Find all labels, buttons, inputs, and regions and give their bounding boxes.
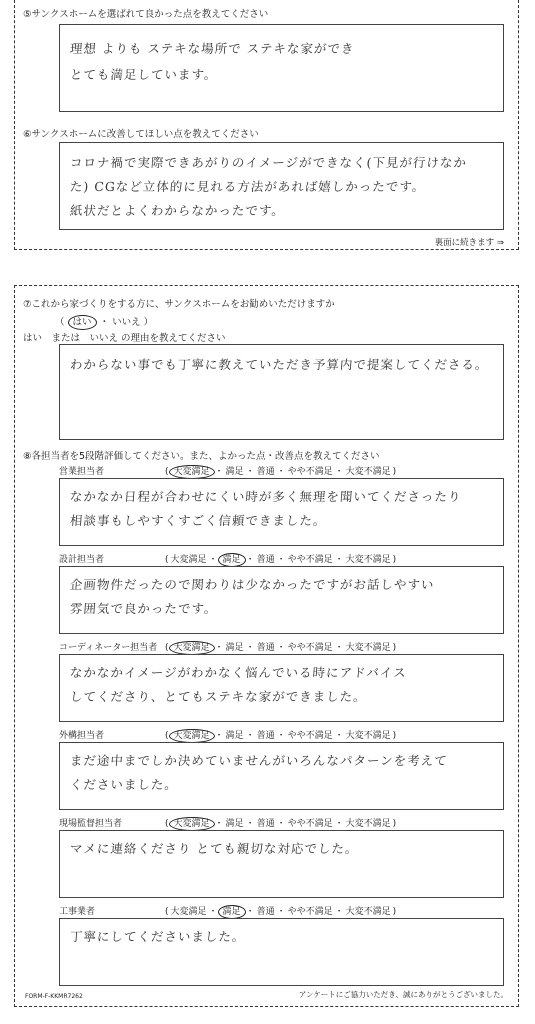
q7-label: ⑦これから家づくりをする方に、サンクスホームをお勧めいただけますか [23, 299, 335, 310]
role-name: 営業担当者 [59, 467, 105, 477]
rating-option[interactable]: やや不満足 [287, 643, 333, 653]
rating-option[interactable]: 大変不満足 [345, 819, 391, 829]
role-name: 設計担当者 [59, 555, 105, 565]
rating-option[interactable]: 大変不満足 [345, 555, 391, 565]
rating-option[interactable]: 大変不満足 [345, 467, 391, 477]
rating-scale: ( 大変満足 ・ 満足 ・ 普通 ・ やや不満足 ・ 大変不満足 ) [165, 467, 397, 477]
role-name: コーディネーター担当者 [59, 643, 158, 653]
rating-scale: ( 大変満足 ・ 満足 ・ 普通 ・ やや不満足 ・ 大変不満足 ) [165, 643, 397, 653]
footer-thanks: アンケートにご協力いただき、誠にありがとうございました。 [298, 990, 508, 999]
role-name: 現場監督担当者 [59, 819, 123, 829]
role-answer-box [59, 654, 504, 722]
rating-option[interactable]: 普通 [256, 731, 275, 741]
rating-option[interactable]: 大変不満足 [345, 643, 391, 653]
q6-label: ⑥サンクスホームに改善してほしい点を教えてください [23, 129, 259, 140]
rating-scale: ( 大変満足 ・ 満足 ・ 普通 ・ やや不満足 ・ 大変不満足 ) [165, 555, 397, 565]
q7-answer-line: わからない事でも丁寧に教えていただき予算内で提案してくださる。 [69, 357, 490, 372]
rating-option[interactable]: 大変満足 [170, 907, 207, 917]
role-name: 工事業者 [59, 907, 96, 917]
q7-reason-label: はい または いいえ の理由を教えてください [23, 333, 226, 344]
rating-option[interactable]: 普通 [256, 907, 275, 917]
rating-option[interactable]: 満足 [225, 731, 244, 741]
continue-note: 裏面に続きます ⇒ [434, 238, 504, 248]
rating-option[interactable]: 普通 [256, 643, 275, 653]
rating-option[interactable]: 大変不満足 [345, 731, 391, 741]
role-answer-line: なかなか日程が合わせにくい時が多く無理を聞いてくださったり [69, 489, 463, 504]
rating-option[interactable]: やや不満足 [287, 467, 333, 477]
rating-option[interactable]: 普通 [256, 819, 275, 829]
role-name: 外構担当者 [59, 731, 105, 741]
rating-option[interactable]: やや不満足 [287, 907, 333, 917]
rating-option[interactable]: 大変不満足 [345, 907, 391, 917]
rating-option[interactable]: 満足 [225, 819, 244, 829]
rating-option[interactable]: 普通 [256, 555, 275, 565]
q7-options: （ はい ・ いいえ ） [55, 317, 154, 328]
rating-option[interactable]: やや不満足 [287, 555, 333, 565]
survey-sheet-back [14, 285, 519, 1007]
q6-answer-box [59, 142, 504, 230]
q7-answer-box [59, 344, 504, 440]
q8-label: ⑧各担当者を5段階評価してください。また、よかった点・改善点を教えてください [23, 451, 380, 462]
rating-option[interactable]: 普通 [256, 467, 275, 477]
q5-answer-line: とても満足しています。 [69, 67, 219, 82]
q6-answer-line: コロナ禍で実際できあがりのイメージができなく(下見が行けなか [69, 155, 468, 170]
rating-option[interactable]: 大変満足 [169, 641, 215, 655]
rating-option[interactable]: やや不満足 [287, 731, 333, 741]
role-answer-line: 丁寧にしてくださいました。 [69, 929, 247, 944]
q5-answer-line: 理想 よりも ステキな場所で ステキな家ができ [69, 41, 355, 56]
rating-option[interactable]: 大変満足 [169, 729, 215, 743]
rating-option[interactable]: 満足 [225, 643, 244, 653]
rating-option[interactable]: 満足 [218, 905, 246, 919]
role-answer-line: まだ途中までしか決めていませんがいろんなパターンを考えて [69, 753, 449, 768]
q7-option-yes[interactable]: はい [68, 315, 97, 330]
role-answer-box [59, 742, 504, 810]
role-answer-box [59, 566, 504, 634]
q7-option-no[interactable]: いいえ [112, 317, 141, 328]
rating-scale: ( 大変満足 ・ 満足 ・ 普通 ・ やや不満足 ・ 大変不満足 ) [165, 731, 397, 741]
role-answer-line: してくださり、とてもステキな家ができました。 [69, 689, 368, 704]
role-answer-line: 相談事もしやすくすごく信頼できました。 [69, 513, 328, 528]
rating-option[interactable]: 満足 [218, 553, 246, 567]
q5-answer-box [59, 24, 504, 112]
role-answer-line: 企画物件だったので関わりは少なかったですがお話しやすい [69, 577, 436, 592]
rating-option[interactable]: 大変満足 [169, 465, 215, 479]
role-answer-box [59, 478, 504, 546]
role-answer-box [59, 918, 504, 986]
rating-option[interactable]: 大変満足 [169, 817, 215, 831]
role-answer-line: マメに連絡くださり とても親切な対応でした。 [69, 841, 359, 856]
role-answer-line: 雰囲気で良かったです。 [69, 601, 219, 616]
role-answer-line: なかなかイメージがわかなく悩んでいる時にアドバイス [69, 665, 408, 680]
survey-sheet-front [14, 0, 519, 250]
q6-answer-line: 紙状だとよくわからなかったです。 [69, 203, 286, 218]
rating-option[interactable]: 大変満足 [170, 555, 207, 565]
rating-scale: ( 大変満足 ・ 満足 ・ 普通 ・ やや不満足 ・ 大変不満足 ) [165, 819, 397, 829]
q6-answer-line: た) CGなど立体的に見れる方法があれば嬉しかったです。 [69, 179, 426, 194]
q5-label: ⑤サンクスホームを選ばれて良かった点を教えてください [23, 9, 269, 20]
footer-code: FORM-F-KKMR7262 [25, 993, 83, 1000]
rating-option[interactable]: やや不満足 [287, 819, 333, 829]
rating-option[interactable]: 満足 [225, 467, 244, 477]
rating-scale: ( 大変満足 ・ 満足 ・ 普通 ・ やや不満足 ・ 大変不満足 ) [165, 907, 397, 917]
role-answer-box [59, 830, 504, 898]
role-answer-line: くださいました。 [69, 777, 179, 792]
